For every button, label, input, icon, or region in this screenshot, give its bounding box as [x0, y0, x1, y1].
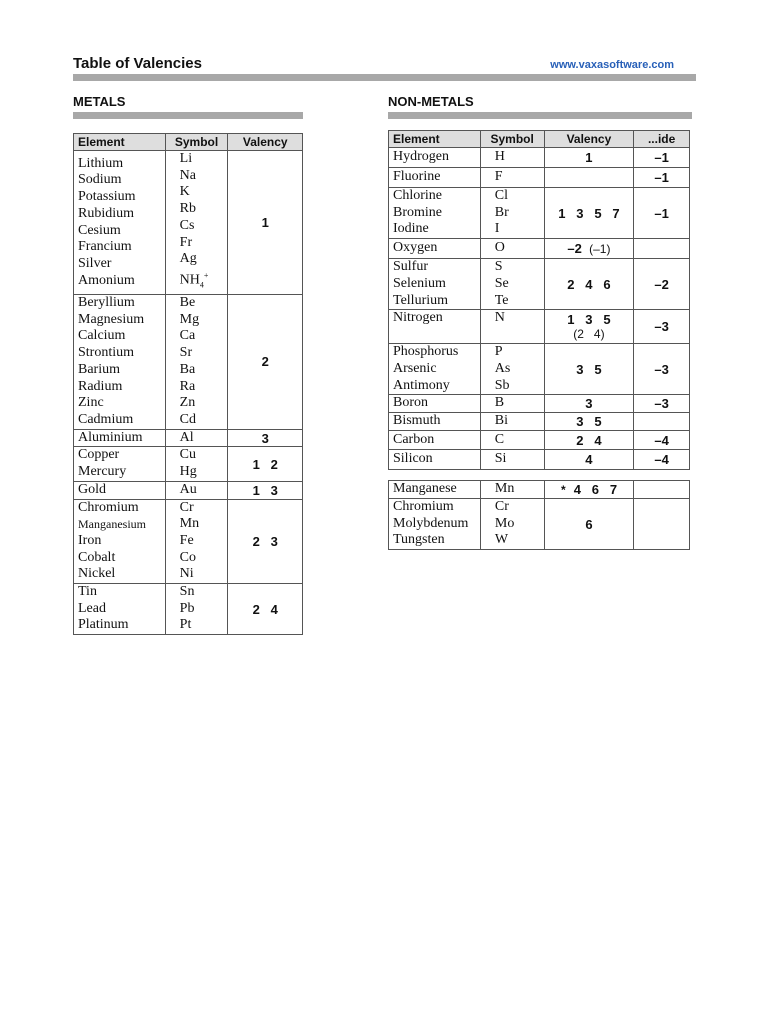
- symbol-cell: [165, 429, 228, 447]
- table-row: [74, 447, 303, 481]
- column-header: Valency: [544, 131, 634, 148]
- table-row: [389, 259, 690, 310]
- valency-cell: [544, 481, 634, 499]
- ide-valency-cell: [634, 481, 690, 499]
- metals-title: METALS: [73, 94, 126, 109]
- element-name: Potassium: [78, 189, 136, 205]
- element-name: Boron: [389, 395, 481, 413]
- symbol-cell: [480, 259, 544, 310]
- element-symbol: I: [494, 221, 500, 237]
- ide-valency-cell: –1: [634, 168, 690, 188]
- element-symbol: Cr: [494, 499, 509, 514]
- column-header: ...ide: [634, 131, 690, 148]
- table-row: [74, 429, 303, 447]
- element-symbol: Ba: [179, 361, 196, 377]
- element-symbol: Al: [179, 429, 194, 445]
- element-cell: [389, 188, 481, 239]
- element-symbol: Pb: [179, 600, 195, 616]
- element-symbol: Sn: [179, 584, 195, 600]
- table-header-row: [74, 134, 303, 151]
- element-symbol: H: [480, 148, 544, 168]
- element-name: Aluminium: [78, 429, 143, 445]
- ide-valency-cell: –4: [634, 431, 690, 450]
- element-name: Arsenic: [393, 360, 437, 376]
- element-name: Manganese: [389, 481, 481, 499]
- element-name: Platinum: [78, 617, 129, 633]
- element-symbol: Pt: [179, 617, 192, 633]
- element-name: Lead: [78, 600, 106, 616]
- transition-metals-table: [388, 480, 690, 550]
- element-name: Fluorine: [389, 168, 481, 188]
- element-cell: [74, 295, 166, 430]
- element-name: Phosphorus: [393, 344, 459, 360]
- valency-cell: 1 3: [228, 481, 303, 499]
- symbol-cell: [165, 584, 228, 635]
- column-header: Symbol: [480, 131, 544, 148]
- symbol-cell: [480, 499, 544, 550]
- symbol-cell: [165, 295, 228, 430]
- element-name: Zinc: [78, 395, 104, 411]
- element-name: Oxygen: [389, 239, 481, 259]
- element-symbol: Hg: [179, 464, 197, 480]
- column-header: Valency: [228, 134, 303, 151]
- element-symbol: Li: [179, 151, 193, 166]
- ide-valency-cell: –3: [634, 344, 690, 395]
- element-symbol: Mg: [179, 311, 200, 327]
- table-row: [389, 431, 690, 450]
- valency-cell: [544, 239, 634, 259]
- element-symbol: Cu: [179, 447, 197, 463]
- column-header: Symbol: [165, 134, 228, 151]
- element-name: Silver: [78, 255, 112, 271]
- valency-cell: 2: [228, 295, 303, 430]
- element-name: Manganesium: [78, 517, 146, 532]
- header-divider: [73, 74, 696, 81]
- element-symbol: Ag: [179, 251, 197, 267]
- ammonium-subscript: 4: [199, 280, 204, 290]
- element-name: Cobalt: [78, 549, 116, 565]
- element-name: Tungsten: [393, 532, 445, 548]
- element-symbol: Sb: [494, 377, 510, 393]
- element-name: Rubidium: [78, 205, 135, 221]
- element-name: Iodine: [393, 221, 429, 237]
- ide-valency-cell: [634, 413, 690, 431]
- element-name: Selenium: [393, 275, 446, 291]
- ammonium-symbol: [180, 268, 224, 294]
- column-header: Element: [389, 131, 481, 148]
- element-symbol: Cd: [179, 412, 197, 427]
- element-symbol: W: [494, 532, 509, 548]
- element-symbol: As: [494, 360, 511, 376]
- element-symbol: Zn: [179, 395, 196, 411]
- element-name: Mercury: [78, 464, 127, 480]
- symbol-cell: [165, 481, 228, 499]
- valency-cell: 3 5: [544, 413, 634, 431]
- table-row: [389, 188, 690, 239]
- element-symbol: S: [494, 259, 503, 275]
- table-row: [389, 413, 690, 431]
- element-name: Bismuth: [389, 413, 481, 431]
- element-name: Gold: [78, 481, 106, 497]
- element-cell: [74, 499, 166, 584]
- ide-valency-cell: –3: [634, 310, 690, 344]
- table-row: [74, 481, 303, 499]
- table-row: [389, 481, 690, 499]
- valency-cell: 4: [544, 450, 634, 470]
- element-symbol: C: [480, 431, 544, 450]
- valency-cell: 2 3: [228, 499, 303, 584]
- column-header: Element: [74, 134, 166, 151]
- element-symbol: O: [480, 239, 544, 259]
- element-name: Iron: [78, 532, 102, 548]
- element-symbol: Mo: [494, 515, 515, 531]
- element-symbol: Cl: [494, 188, 508, 203]
- ide-valency-cell: –4: [634, 450, 690, 470]
- element-symbol: Be: [179, 295, 196, 311]
- valency-cell: 1 3 5 7: [544, 188, 634, 239]
- element-symbol: Cr: [179, 499, 194, 515]
- table-row: [74, 499, 303, 584]
- element-symbol: B: [480, 395, 544, 413]
- table-row: [389, 168, 690, 188]
- symbol-cell: [165, 447, 228, 481]
- element-name: Nickel: [78, 566, 116, 582]
- element-name: Amonium: [78, 272, 135, 288]
- element-name: Molybdenum: [393, 515, 469, 531]
- element-symbol: Na: [179, 167, 196, 183]
- element-cell: [74, 447, 166, 481]
- element-cell: [74, 584, 166, 635]
- table-row: [74, 584, 303, 635]
- element-name: Sodium: [78, 172, 122, 188]
- valency-cell: 3: [544, 395, 634, 413]
- asterisk-mark: *: [561, 483, 566, 497]
- element-symbol: Bi: [480, 413, 544, 431]
- ide-valency-cell: –3: [634, 395, 690, 413]
- valency-cell: [544, 168, 634, 188]
- symbol-cell: [480, 188, 544, 239]
- element-symbol: Rb: [179, 201, 197, 217]
- element-name: Francium: [78, 239, 132, 255]
- element-name: Magnesium: [78, 311, 145, 327]
- element-symbol: Te: [494, 292, 509, 308]
- table-header-row: [389, 131, 690, 148]
- element-name: Hydrogen: [389, 148, 481, 168]
- valency-note: (2 4): [573, 327, 605, 342]
- element-symbol: N: [480, 310, 544, 344]
- metals-divider: [73, 112, 303, 119]
- nonmetals-title: NON-METALS: [388, 94, 474, 109]
- metals-table: [73, 133, 303, 635]
- nonmetals-table: [388, 130, 690, 470]
- table-row: [389, 310, 690, 344]
- valency-cell: 2 4: [544, 431, 634, 450]
- element-name: Bromine: [393, 204, 442, 220]
- table-row: [389, 148, 690, 168]
- table-row: [389, 395, 690, 413]
- element-name: Radium: [78, 378, 123, 394]
- element-name: Carbon: [389, 431, 481, 450]
- valency-cell: 1: [544, 148, 634, 168]
- table-row: [389, 344, 690, 395]
- element-symbol: Mn: [480, 481, 544, 499]
- valency-value: 4 6 7: [573, 482, 618, 497]
- element-cell: [74, 151, 166, 295]
- element-name: Silicon: [389, 450, 481, 470]
- element-name: Cadmium: [78, 412, 134, 427]
- element-name: Chromium: [78, 499, 139, 515]
- element-symbol: Co: [179, 549, 197, 565]
- element-cell: [389, 259, 481, 310]
- website-url: www.vaxasoftware.com: [550, 59, 674, 71]
- valency-note: (–1): [589, 242, 611, 257]
- element-name: Strontium: [78, 345, 135, 361]
- ammonium-charge: +: [203, 270, 209, 280]
- element-symbol: Ni: [179, 566, 194, 582]
- table-row: [389, 239, 690, 259]
- symbol-cell: [480, 344, 544, 395]
- element-name: Antimony: [393, 377, 450, 393]
- element-name: Lithium: [78, 155, 124, 171]
- element-symbol: Se: [494, 275, 509, 291]
- table-row: [74, 151, 303, 295]
- element-cell: [389, 344, 481, 395]
- ide-valency-cell: –2: [634, 259, 690, 310]
- element-symbol: Au: [179, 481, 197, 497]
- table-row: [389, 499, 690, 550]
- table-row: [389, 450, 690, 470]
- element-cell: [74, 429, 166, 447]
- ide-valency-cell: [634, 499, 690, 550]
- page-title: Table of Valencies: [73, 55, 202, 72]
- valency-cell: 3 5: [544, 344, 634, 395]
- valency-cell: 1 2: [228, 447, 303, 481]
- valency-cell: 1: [228, 151, 303, 295]
- element-symbol: F: [480, 168, 544, 188]
- element-symbol: Sr: [179, 345, 193, 361]
- element-name: Tellurium: [393, 292, 449, 308]
- element-symbol: Mn: [179, 516, 200, 532]
- element-symbol: Si: [480, 450, 544, 470]
- symbol-cell: [165, 151, 228, 295]
- element-symbol: Cs: [179, 217, 195, 233]
- valency-cell: 6: [544, 499, 634, 550]
- element-name: Beryllium: [78, 295, 135, 311]
- element-name: Barium: [78, 361, 120, 377]
- ide-valency-cell: –1: [634, 148, 690, 168]
- element-symbol: K: [179, 184, 190, 200]
- valency-value: 1 3 5: [567, 312, 611, 328]
- element-symbol: Ra: [179, 378, 196, 394]
- element-symbol: Fe: [179, 532, 194, 548]
- element-name: Cesium: [78, 222, 121, 238]
- element-name: Calcium: [78, 328, 126, 344]
- ide-valency-cell: [634, 239, 690, 259]
- element-name: Sulfur: [393, 259, 428, 275]
- ide-valency-cell: –1: [634, 188, 690, 239]
- element-symbol: P: [494, 344, 503, 360]
- element-symbol: Br: [494, 204, 509, 220]
- element-name: Chromium: [393, 499, 454, 514]
- valency-cell: 2 4: [228, 584, 303, 635]
- nonmetals-divider: [388, 112, 692, 119]
- element-symbol: Fr: [179, 234, 193, 250]
- valency-cell: 3: [228, 429, 303, 447]
- valency-cell: 2 4 6: [544, 259, 634, 310]
- element-name: Copper: [78, 447, 120, 463]
- element-name: Chlorine: [393, 188, 442, 203]
- element-symbol: NH: [179, 272, 200, 288]
- element-name: Nitrogen: [389, 310, 481, 344]
- table-row: [74, 295, 303, 430]
- element-name: Tin: [78, 584, 97, 600]
- symbol-cell: [165, 499, 228, 584]
- element-symbol: Ca: [179, 328, 196, 344]
- element-cell: [389, 499, 481, 550]
- valency-cell: [544, 310, 634, 344]
- valency-value: –2: [567, 241, 582, 257]
- element-cell: [74, 481, 166, 499]
